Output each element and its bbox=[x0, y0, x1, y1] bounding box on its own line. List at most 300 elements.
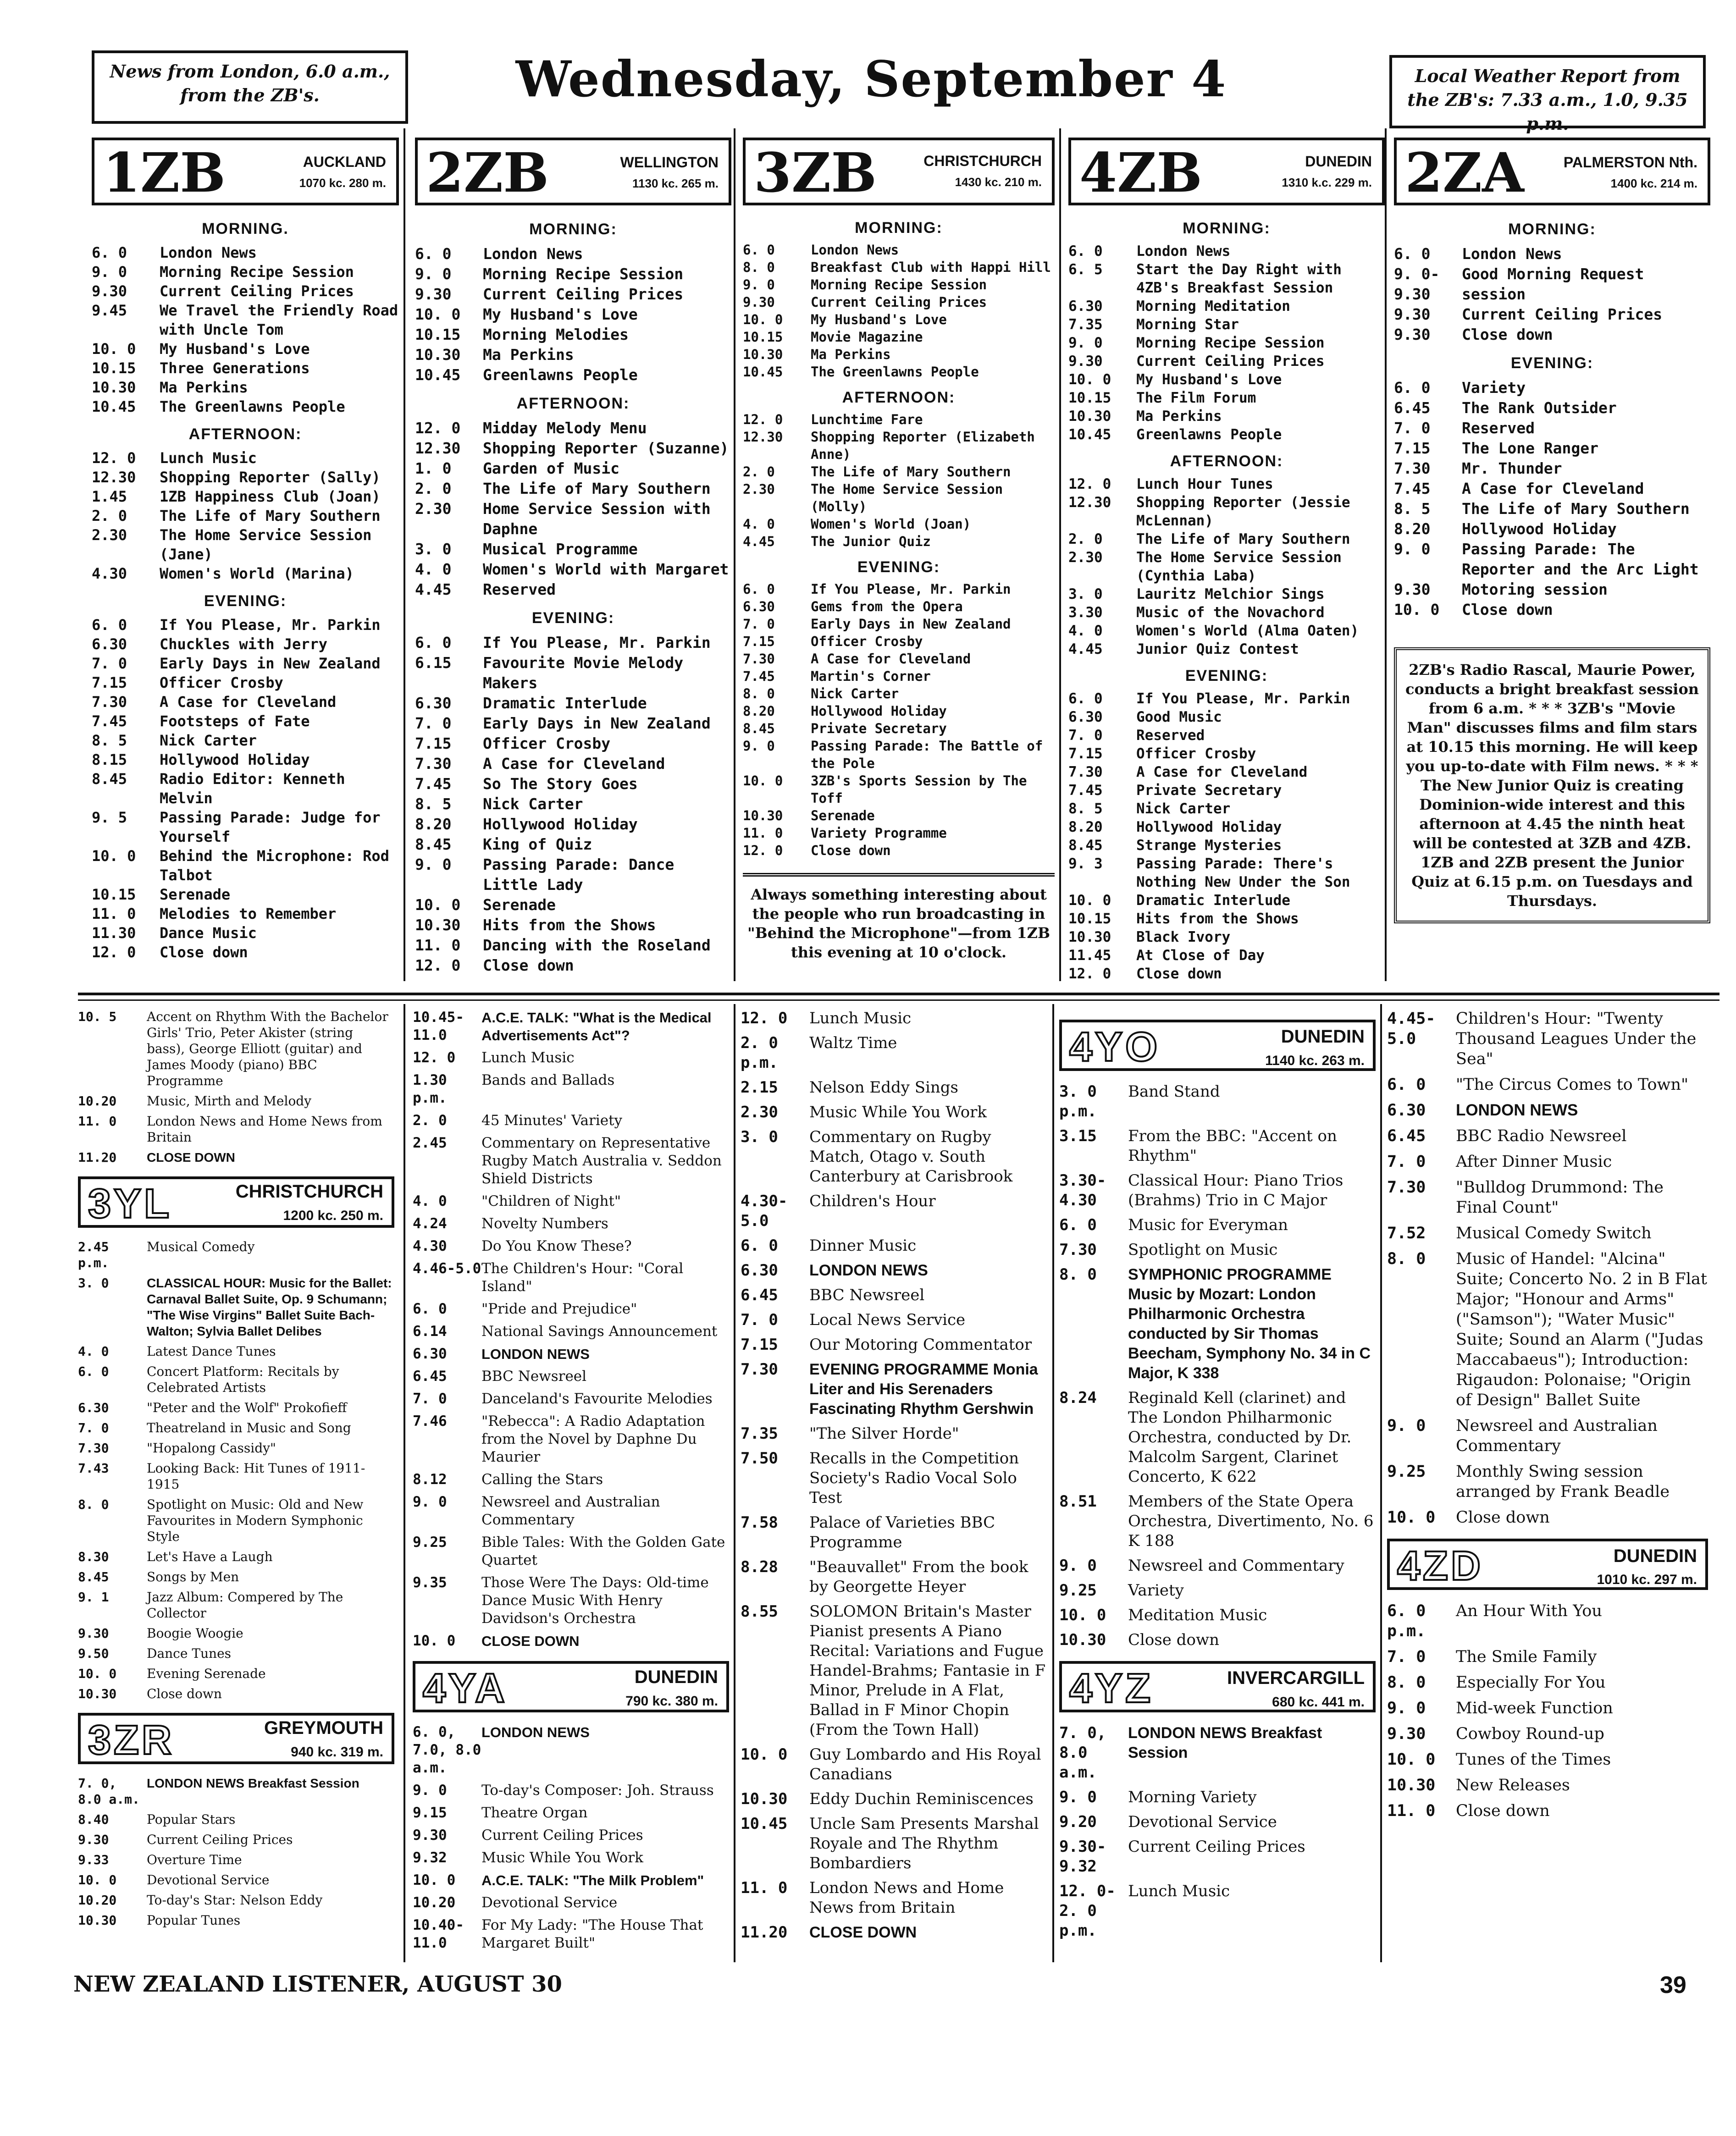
program-row bbox=[1059, 1171, 1376, 1210]
program-title: LONDON NEWS bbox=[481, 1724, 590, 1740]
program-row bbox=[415, 580, 731, 600]
program-time: 2. 0 bbox=[92, 507, 127, 524]
program-row bbox=[1068, 800, 1385, 818]
program-time: 11. 0 bbox=[743, 825, 783, 841]
program-time: 7. 0 bbox=[1068, 727, 1103, 744]
station-call-sign: 4YZ bbox=[1069, 1666, 1154, 1711]
program-row bbox=[743, 737, 1055, 772]
program-title: Current Ceiling Prices bbox=[1128, 1838, 1305, 1856]
program-row bbox=[741, 1286, 1048, 1305]
program-row bbox=[1394, 499, 1710, 519]
program-time: 9.30 bbox=[1394, 305, 1431, 323]
program-time: 10.30 bbox=[1068, 408, 1111, 425]
program-time: 3.15 bbox=[1059, 1127, 1097, 1145]
program-row bbox=[92, 923, 399, 943]
program-title: My Husband's Love bbox=[483, 305, 638, 323]
program-title: Waltz Time bbox=[809, 1034, 897, 1052]
program-row bbox=[78, 1275, 394, 1339]
program-row bbox=[1068, 928, 1385, 946]
program-title: Morning Recipe Session bbox=[811, 277, 987, 293]
program-time: 6. 0 bbox=[92, 244, 127, 261]
program-row bbox=[1068, 548, 1385, 585]
station-call-sign: 4ZB bbox=[1079, 141, 1202, 204]
program-row bbox=[413, 1849, 729, 1867]
station-column-3zb bbox=[743, 138, 1055, 962]
program-row bbox=[1387, 1126, 1708, 1146]
lower-column-3 bbox=[741, 1009, 1048, 1948]
program-title: An Hour With You bbox=[1456, 1602, 1602, 1620]
program-time: 7.15 bbox=[1068, 745, 1103, 762]
station-city: CHRISTCHURCH bbox=[923, 153, 1042, 169]
program-time: 7.30 bbox=[1059, 1241, 1097, 1259]
program-row bbox=[415, 284, 731, 304]
program-title: Lauritz Melchior Sings bbox=[1136, 586, 1325, 602]
program-time: 10. 0 bbox=[78, 1872, 117, 1888]
program-row bbox=[92, 243, 399, 262]
program-title: Theatre Organ bbox=[481, 1805, 588, 1821]
station-header bbox=[1387, 1539, 1708, 1590]
publication-footer: NEW ZEALAND LISTENER, AUGUST 30 bbox=[73, 1971, 562, 1997]
program-row bbox=[415, 754, 731, 774]
program-title: Current Ceiling Prices bbox=[483, 285, 684, 303]
program-title: Mr. Thunder bbox=[1462, 459, 1562, 477]
program-time: 6. 0 p.m. bbox=[1387, 1602, 1426, 1640]
program-row bbox=[415, 713, 731, 734]
lower-column-1 bbox=[78, 1009, 394, 1932]
program-row bbox=[743, 533, 1055, 550]
program-row bbox=[741, 1360, 1048, 1419]
program-time: 9.25 bbox=[1387, 1463, 1426, 1481]
program-time: 7.35 bbox=[1068, 316, 1103, 333]
program-title: The Home Service Session (Jane) bbox=[160, 526, 372, 563]
section-heading: MORNING. bbox=[202, 220, 289, 237]
section-heading: MORNING: bbox=[1183, 220, 1271, 237]
program-time: 7.50 bbox=[741, 1449, 778, 1468]
station-column-2zb bbox=[415, 138, 731, 976]
program-time: 4.24 bbox=[413, 1215, 447, 1232]
program-row bbox=[413, 1323, 729, 1341]
program-time: 6. 0 bbox=[415, 245, 452, 263]
program-title: Especially For You bbox=[1456, 1673, 1606, 1692]
program-time: 4.45 bbox=[743, 534, 775, 549]
program-time: 7.30 bbox=[1394, 459, 1431, 477]
program-row bbox=[741, 1236, 1048, 1256]
column-rule bbox=[734, 1004, 735, 1962]
program-title: "Pride and Prejudice" bbox=[481, 1301, 637, 1317]
program-time: 7. 0 bbox=[1387, 1648, 1426, 1666]
program-time: 7.45 bbox=[743, 668, 775, 684]
program-time: 8.45 bbox=[78, 1569, 109, 1584]
program-title: Current Ceiling Prices bbox=[160, 282, 354, 300]
program-time: 10. 0 bbox=[415, 896, 461, 914]
program-row bbox=[1068, 297, 1385, 315]
program-row bbox=[78, 1363, 394, 1396]
program-title: The Smile Family bbox=[1456, 1648, 1597, 1666]
program-row bbox=[1068, 493, 1385, 530]
program-title: To-day's Composer: Joh. Strauss bbox=[481, 1782, 714, 1799]
program-time: 1.30 p.m. bbox=[413, 1072, 447, 1106]
program-row bbox=[92, 635, 399, 654]
program-time: 10.15 bbox=[92, 886, 136, 903]
program-title: The Life of Mary Southern bbox=[1462, 500, 1690, 518]
program-row bbox=[1387, 1100, 1708, 1120]
program-row bbox=[1387, 1775, 1708, 1795]
program-title: Close down bbox=[811, 843, 891, 858]
program-time: 6. 0 bbox=[743, 581, 775, 597]
section-heading: AFTERNOON: bbox=[188, 425, 302, 443]
program-row bbox=[741, 1033, 1048, 1073]
program-row bbox=[743, 702, 1055, 720]
program-title: Concert Platform: Recitals by Celebrated Artists bbox=[147, 1364, 339, 1395]
station-frequency: 1430 kc. 210 m. bbox=[955, 175, 1042, 189]
station-frequency: 1140 kc. 263 m. bbox=[1265, 1053, 1365, 1068]
program-row bbox=[415, 418, 731, 438]
program-title: LONDON NEWS bbox=[809, 1262, 928, 1279]
program-title: Early Days in New Zealand bbox=[811, 616, 1011, 632]
program-row bbox=[413, 1049, 729, 1067]
program-title: Black Ivory bbox=[1136, 929, 1231, 945]
program-title: SOLOMON Britain's Master Pianist presents A Piano Recital: Variations and Fugue Handel-Brahms; Fantasie in F Minor, Prelude in A Flat, Ballad in F Minor Chopin (From the Town Hall) bbox=[809, 1602, 1046, 1739]
program-time: 10.20 bbox=[413, 1894, 456, 1911]
program-time: 4. 0 bbox=[415, 560, 452, 578]
lower-column-4 bbox=[1059, 1009, 1376, 1946]
program-time: 7.35 bbox=[741, 1424, 778, 1443]
program-title: Ma Perkins bbox=[811, 347, 891, 362]
program-time: 12. 0 bbox=[92, 944, 136, 961]
program-title: Children's Hour bbox=[809, 1192, 936, 1210]
program-title: Devotional Service bbox=[147, 1872, 270, 1888]
program-title: Music for Everyman bbox=[1128, 1216, 1288, 1234]
program-time: 6. 0 bbox=[1068, 243, 1103, 259]
program-time: 9. 0 bbox=[1387, 1417, 1426, 1435]
program-time: 6. 0 bbox=[415, 634, 452, 651]
program-time: 6.30 bbox=[92, 635, 127, 653]
program-title: Dance Tunes bbox=[147, 1646, 232, 1661]
section-heading: MORNING: bbox=[855, 219, 943, 237]
station-frequency: 1400 kc. 214 m. bbox=[1610, 177, 1697, 190]
station-city: DUNEDIN bbox=[1613, 1546, 1697, 1566]
program-title: A.C.E. TALK: "The Milk Problem" bbox=[481, 1872, 704, 1888]
program-time: 9.15 bbox=[413, 1805, 447, 1821]
column-rule bbox=[1380, 1004, 1382, 1962]
program-row bbox=[1068, 781, 1385, 800]
program-title: Monthly Swing session arranged by Frank Beadle bbox=[1456, 1463, 1670, 1501]
program-time: 9.45 bbox=[92, 302, 127, 319]
program-title: BBC Radio Newsreel bbox=[1456, 1127, 1627, 1145]
program-time: 9. 5 bbox=[92, 809, 127, 826]
program-time: 10. 0 bbox=[415, 305, 461, 323]
program-title: If You Please, Mr. Parkin bbox=[1136, 690, 1350, 707]
program-row bbox=[92, 750, 399, 769]
station-city: DUNEDIN bbox=[634, 1667, 718, 1687]
program-time: 4.45-5.0 bbox=[1387, 1010, 1436, 1048]
program-row bbox=[743, 668, 1055, 685]
program-title: Close down bbox=[483, 956, 574, 974]
program-title: CLOSE DOWN bbox=[481, 1633, 580, 1649]
program-title: Close down bbox=[147, 1686, 222, 1701]
program-title: Favourite Movie Melody Makers bbox=[483, 654, 684, 692]
program-time: 8.45 bbox=[1068, 837, 1103, 854]
program-row bbox=[78, 1440, 394, 1456]
station-call-sign: 4YO bbox=[1069, 1024, 1161, 1070]
program-time: 8.40 bbox=[78, 1812, 109, 1827]
program-time: 7.15 bbox=[415, 734, 452, 752]
program-title: Close down bbox=[1462, 601, 1553, 618]
program-row bbox=[743, 363, 1055, 381]
program-title: Ma Perkins bbox=[160, 379, 248, 396]
station-header bbox=[743, 138, 1055, 205]
station-frequency: 1200 kc. 250 m. bbox=[283, 1208, 383, 1223]
program-time: 8. 5 bbox=[415, 795, 452, 813]
program-row bbox=[1068, 818, 1385, 836]
program-title: A Case for Cleveland bbox=[811, 651, 971, 667]
program-time: 11. 0 bbox=[92, 905, 136, 922]
program-time: 7.30 bbox=[741, 1360, 778, 1379]
program-title: Variety bbox=[1128, 1581, 1184, 1600]
program-row bbox=[741, 1923, 1048, 1943]
program-row bbox=[1394, 479, 1710, 499]
program-row bbox=[1068, 334, 1385, 352]
program-title: From the BBC: "Accent on Rhythm" bbox=[1128, 1127, 1337, 1165]
program-time: 9.30 bbox=[1387, 1725, 1426, 1743]
program-title: Nick Carter bbox=[483, 795, 583, 813]
program-time: 10. 0 bbox=[1068, 371, 1111, 388]
program-time: 6.14 bbox=[413, 1323, 447, 1340]
program-row bbox=[1059, 1882, 1376, 1941]
news-note-box bbox=[92, 50, 408, 124]
program-row bbox=[1068, 965, 1385, 983]
program-row bbox=[413, 1215, 729, 1233]
program-time: 10.15 bbox=[415, 326, 461, 343]
program-title: The Rank Outsider bbox=[1462, 399, 1617, 417]
program-title: "Hopalong Cassidy" bbox=[147, 1441, 276, 1456]
program-row bbox=[743, 276, 1055, 293]
program-row bbox=[1394, 438, 1710, 458]
program-title: BBC Newsreel bbox=[809, 1286, 925, 1304]
program-title: The Life of Mary Southern bbox=[160, 507, 381, 524]
program-row bbox=[1068, 622, 1385, 640]
program-title: Nick Carter bbox=[160, 732, 257, 749]
program-row bbox=[1068, 855, 1385, 891]
program-title: CLOSE DOWN bbox=[147, 1150, 235, 1165]
station-city: WELLINGTON bbox=[620, 154, 719, 171]
program-title: Serenade bbox=[483, 896, 556, 914]
program-title: A Case for Cleveland bbox=[160, 693, 337, 711]
program-row bbox=[1387, 1249, 1708, 1410]
section-heading: AFTERNOON: bbox=[516, 395, 630, 412]
program-time: 12.30 bbox=[415, 439, 461, 457]
program-row bbox=[415, 653, 731, 693]
program-time: 10. 5 bbox=[78, 1009, 117, 1024]
program-title: "Beauvallet" From the book by Georgette Heyer bbox=[809, 1558, 1028, 1596]
program-title: Garden of Music bbox=[483, 459, 620, 477]
program-time: 6. 0 bbox=[1059, 1216, 1097, 1234]
program-title: Hollywood Holiday bbox=[160, 751, 310, 768]
program-time: 7. 0 bbox=[1387, 1153, 1426, 1171]
program-row bbox=[92, 692, 399, 712]
program-title: The Life of Mary Southern bbox=[811, 464, 1011, 480]
program-time: 6. 0 bbox=[413, 1301, 447, 1317]
program-row bbox=[415, 734, 731, 754]
program-title: Overture Time bbox=[147, 1852, 242, 1867]
program-title: Hollywood Holiday bbox=[483, 815, 638, 833]
program-time: 10. 0 bbox=[743, 773, 783, 789]
program-time: 4.46-5.0 bbox=[413, 1260, 481, 1277]
station-frequency: 1070 kc. 280 m. bbox=[299, 176, 386, 190]
program-time: 8.45 bbox=[743, 721, 775, 736]
program-row bbox=[1394, 580, 1710, 600]
program-row bbox=[413, 1390, 729, 1408]
program-row bbox=[743, 807, 1055, 824]
section-heading: MORNING: bbox=[1508, 221, 1596, 238]
program-title: Let's Have a Laugh bbox=[147, 1549, 273, 1564]
program-time: 2. 0 bbox=[415, 480, 452, 497]
program-title: Nelson Eddy Sings bbox=[809, 1078, 959, 1097]
program-time: 10.30 bbox=[78, 1913, 117, 1928]
program-time: 9. 0 bbox=[415, 265, 452, 283]
program-title: Hollywood Holiday bbox=[1136, 819, 1282, 835]
program-title: Private Secretary bbox=[1136, 782, 1282, 799]
program-row bbox=[1387, 1177, 1708, 1218]
program-time: 8. 0 bbox=[743, 686, 775, 701]
program-row bbox=[92, 525, 399, 564]
program-time: 7.30 bbox=[415, 755, 452, 773]
program-row bbox=[1387, 1416, 1708, 1456]
program-row bbox=[1394, 458, 1710, 479]
program-row bbox=[415, 693, 731, 713]
program-row bbox=[1068, 891, 1385, 910]
program-row bbox=[92, 904, 399, 923]
section-divider bbox=[78, 993, 1719, 995]
program-title: Popular Tunes bbox=[147, 1913, 241, 1928]
program-title: Morning Variety bbox=[1128, 1788, 1257, 1806]
program-title: Commentary on Rugby Match, Otago v. South Canterbury at Carisbrook bbox=[809, 1128, 1013, 1186]
program-time: 8. 5 bbox=[1068, 800, 1103, 817]
program-title: Meditation Music bbox=[1128, 1606, 1267, 1624]
program-title: Close down bbox=[1128, 1631, 1219, 1649]
program-row bbox=[415, 834, 731, 855]
program-title: So The Story Goes bbox=[483, 775, 638, 793]
page-number: 39 bbox=[1660, 1972, 1686, 1998]
program-title: Shopping Reporter (Suzanne) bbox=[483, 439, 729, 457]
program-title: Lunchtime Fare bbox=[811, 412, 923, 427]
column-rule bbox=[404, 128, 405, 981]
program-row bbox=[413, 1916, 729, 1952]
program-title: Local News Service bbox=[809, 1311, 966, 1329]
program-row bbox=[1068, 603, 1385, 622]
program-row bbox=[743, 463, 1055, 480]
program-title: We Travel the Friendly Road with Uncle Tom bbox=[160, 302, 398, 338]
program-row bbox=[1387, 1223, 1708, 1243]
program-title: After Dinner Music bbox=[1456, 1153, 1612, 1171]
program-title: Guy Lombardo and His Royal Canadians bbox=[809, 1745, 1041, 1783]
program-title: Recalls in the Competition Society's Radio Vocal Solo Test bbox=[809, 1449, 1019, 1507]
program-time: 8. 0 bbox=[78, 1497, 109, 1512]
program-time: 12. 0 bbox=[413, 1049, 456, 1066]
program-row bbox=[78, 1496, 394, 1545]
promo-note: 2ZB's Radio Rascal, Maurie Power, conducts a bright breakfast session from 6 a.m. * * * 3ZB's "Movie Man" discusses films and film stars at 10.15 this morning. He will keep you up-to-date with Film news. * * * The New Junior Quiz is creating Dominion-wide interest and this afternoon at 4.45 the ninth heat will be contested at 3ZB and 4ZB. 1ZB and 2ZB present the Junior Quiz at 6.15 p.m. on Tuesdays and Thursdays. bbox=[1405, 661, 1699, 910]
program-time: 10.15 bbox=[1068, 390, 1111, 406]
program-time: 10.15 bbox=[1068, 911, 1111, 927]
program-title: Music of the Novachord bbox=[1136, 604, 1325, 621]
program-time: 8.15 bbox=[92, 751, 127, 768]
program-title: Officer Crosby bbox=[811, 634, 923, 649]
program-row bbox=[1068, 836, 1385, 855]
program-time: 8.45 bbox=[415, 835, 452, 853]
program-row bbox=[78, 1832, 394, 1848]
station-header bbox=[1394, 138, 1710, 205]
program-title: Close down bbox=[1456, 1802, 1550, 1820]
program-row bbox=[78, 1420, 394, 1436]
program-row bbox=[743, 515, 1055, 533]
program-row bbox=[413, 1071, 729, 1107]
station-header bbox=[415, 138, 731, 205]
program-time: 7. 0 bbox=[741, 1311, 778, 1329]
program-time: 12. 0 bbox=[1068, 966, 1111, 982]
program-row bbox=[415, 633, 731, 653]
promo-note-box bbox=[1394, 647, 1710, 923]
program-row bbox=[92, 506, 399, 525]
program-time: 6. 0 bbox=[78, 1364, 109, 1379]
program-time: 9.30 bbox=[1068, 353, 1103, 370]
program-row bbox=[1059, 1265, 1376, 1383]
program-row bbox=[743, 615, 1055, 633]
station-frequency: 680 kc. 441 m. bbox=[1272, 1694, 1365, 1710]
program-title: LONDON NEWS bbox=[481, 1346, 590, 1362]
program-time: 6. 0 bbox=[743, 242, 775, 258]
program-title: Serenade bbox=[811, 808, 875, 823]
program-title: Hits from the Shows bbox=[1136, 911, 1299, 927]
program-time: 10.45 bbox=[92, 398, 136, 415]
program-row bbox=[743, 480, 1055, 515]
program-time: 12. 0-2. 0 p.m. bbox=[1059, 1882, 1116, 1940]
weather-note: Local Weather Report from the ZB's: 7.33 a.m., 1.0, 9.35 p.m. bbox=[1407, 66, 1688, 134]
program-title: Shopping Reporter (Jessie McLennan) bbox=[1136, 494, 1350, 529]
program-title: Dance Music bbox=[160, 924, 257, 942]
program-title: London News and Home News from Britain bbox=[809, 1879, 1004, 1917]
program-row bbox=[1394, 418, 1710, 438]
promo-note-box bbox=[743, 873, 1055, 962]
program-time: 10.30 bbox=[1068, 929, 1111, 945]
station-call-sign: 4ZD bbox=[1397, 1543, 1484, 1589]
program-time: 9.30 bbox=[1394, 580, 1431, 598]
program-title: Passing Parade: Judge for Yourself bbox=[160, 809, 381, 845]
program-time: 7. 0 bbox=[743, 616, 775, 632]
program-row bbox=[741, 1310, 1048, 1330]
program-time: 7.58 bbox=[741, 1513, 778, 1532]
program-row bbox=[413, 1192, 729, 1210]
program-title: 1ZB Happiness Club (Joan) bbox=[160, 488, 381, 505]
program-row bbox=[1394, 600, 1710, 620]
program-time: 2.45 bbox=[413, 1135, 447, 1151]
program-title: Strange Mysteries bbox=[1136, 837, 1282, 854]
program-row bbox=[78, 1149, 394, 1165]
program-title: Breakfast Club with Happi Hill bbox=[811, 259, 1051, 275]
program-time: 1.45 bbox=[92, 488, 127, 505]
program-row bbox=[1387, 1801, 1708, 1821]
program-title: Looking Back: Hit Tunes of 1911-1915 bbox=[147, 1461, 365, 1492]
program-row bbox=[415, 345, 731, 365]
program-title: Early Days in New Zealand bbox=[160, 655, 381, 672]
program-title: 3ZB's Sports Session by The Toff bbox=[811, 773, 1027, 806]
program-title: A Case for Cleveland bbox=[483, 755, 665, 773]
program-title: Tunes of the Times bbox=[1456, 1750, 1611, 1769]
program-time: 6.30 bbox=[415, 694, 452, 712]
program-time: 3. 0 bbox=[1068, 586, 1103, 602]
station-frequency: 790 kc. 380 m. bbox=[625, 1694, 718, 1709]
program-title: CLASSICAL HOUR: Music for the Ballet: Carnaval Ballet Suite, Op. 9 Schumann; "The Wise Virgins" Ballet Suite Bach-Walton; Sylvia Ballet Delibes bbox=[147, 1276, 392, 1338]
program-time: 12. 0 bbox=[743, 412, 783, 427]
